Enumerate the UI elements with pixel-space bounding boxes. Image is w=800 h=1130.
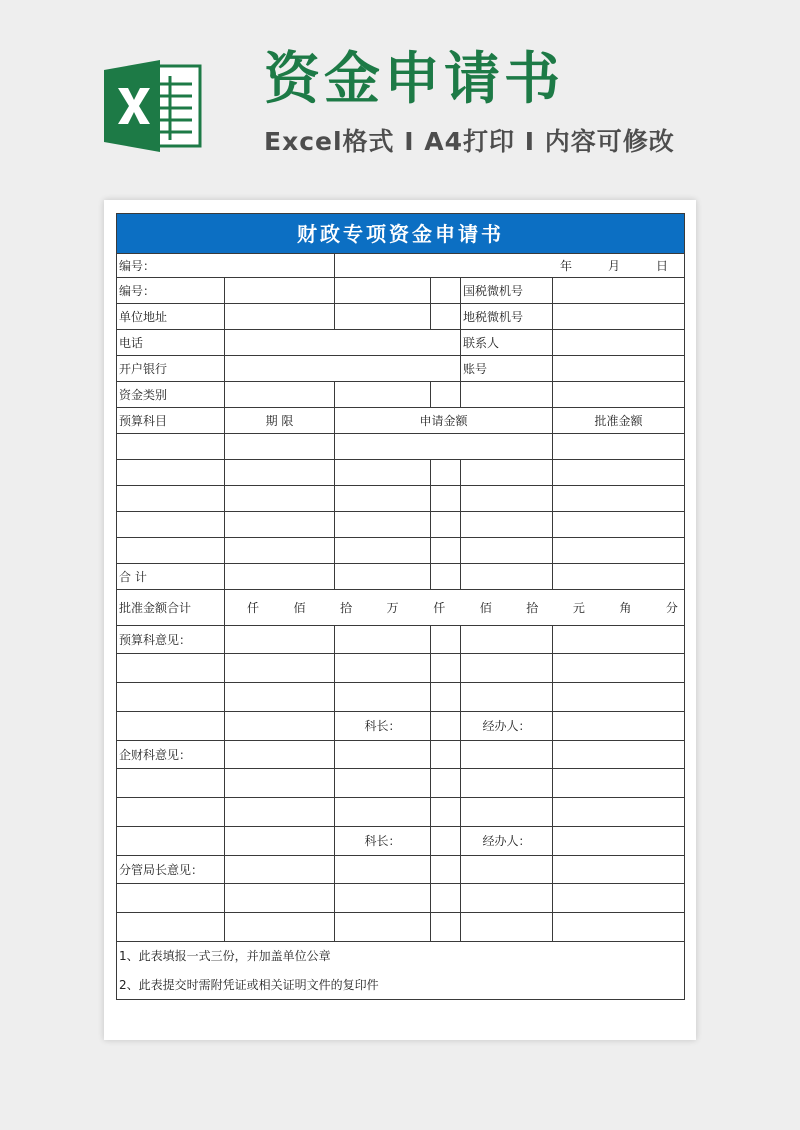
input-cell[interactable] xyxy=(335,654,431,683)
input-cell[interactable] xyxy=(461,884,553,913)
date-cell[interactable] xyxy=(335,254,685,278)
input-cell[interactable] xyxy=(225,913,335,942)
amount-units-cell[interactable] xyxy=(225,590,685,626)
input-cell[interactable] xyxy=(431,769,461,798)
input-cell[interactable] xyxy=(431,460,461,486)
input-cell[interactable] xyxy=(431,382,461,408)
unit-label: 佰 xyxy=(479,600,492,615)
input-cell[interactable] xyxy=(335,278,431,304)
input-cell[interactable] xyxy=(431,827,461,856)
input-cell[interactable] xyxy=(225,856,335,884)
input-cell[interactable] xyxy=(461,913,553,942)
input-cell[interactable] xyxy=(335,304,431,330)
input-cell[interactable] xyxy=(335,741,431,769)
input-cell[interactable] xyxy=(431,486,461,512)
day-label: 日 xyxy=(656,258,669,273)
unit-label: 仟 xyxy=(433,600,446,615)
input-cell[interactable] xyxy=(117,712,225,741)
input-cell[interactable] xyxy=(225,278,335,304)
approved-total-label: 批准金额合计 xyxy=(117,590,225,626)
input-cell[interactable] xyxy=(461,512,553,538)
input-cell[interactable] xyxy=(225,304,335,330)
info-label: 编号： xyxy=(117,278,225,304)
input-cell[interactable] xyxy=(117,486,225,512)
month-label: 月 xyxy=(608,258,621,273)
form-sheet xyxy=(104,200,696,1040)
info-label: 资金类别 xyxy=(117,382,225,408)
unit-label: 仟 xyxy=(247,600,260,615)
input-cell[interactable] xyxy=(553,827,685,856)
form-banner: 财政专项资金申请书 xyxy=(117,214,685,254)
input-cell[interactable] xyxy=(431,683,461,712)
info-label: 电话 xyxy=(117,330,225,356)
input-cell[interactable] xyxy=(117,884,225,913)
note-line: 1、此表填报一式三份，并加盖单位公章 xyxy=(117,942,685,971)
approved-amount-header: 批准金额 xyxy=(553,408,685,434)
unit-label: 佰 xyxy=(293,600,306,615)
input-cell[interactable] xyxy=(225,382,335,408)
input-cell[interactable] xyxy=(225,712,335,741)
input-cell[interactable] xyxy=(117,769,225,798)
input-cell[interactable] xyxy=(431,856,461,884)
input-cell[interactable] xyxy=(553,884,685,913)
year-label: 年 xyxy=(559,258,572,273)
input-cell[interactable] xyxy=(225,769,335,798)
info-label: 开户银行 xyxy=(117,356,225,382)
chief-label: 科长： xyxy=(335,827,431,856)
input-cell[interactable] xyxy=(117,538,225,564)
input-cell[interactable] xyxy=(117,913,225,942)
input-cell[interactable] xyxy=(553,460,685,486)
application-form-table xyxy=(116,213,685,1000)
input-cell[interactable] xyxy=(431,304,461,330)
handler-label: 经办人： xyxy=(461,712,553,741)
total-label: 合 计 xyxy=(117,564,225,590)
input-cell[interactable] xyxy=(461,486,553,512)
input-cell[interactable] xyxy=(553,278,685,304)
input-cell[interactable] xyxy=(461,798,553,827)
page-subtitle: Excel格式 I A4打印 I 内容可修改 xyxy=(264,127,675,156)
form-number-label: 编号： xyxy=(117,254,335,278)
section-title: 分管局长意见： xyxy=(117,856,225,884)
input-cell[interactable] xyxy=(225,884,335,913)
input-cell[interactable] xyxy=(461,564,553,590)
input-cell[interactable] xyxy=(431,798,461,827)
input-cell[interactable] xyxy=(431,626,461,654)
input-cell[interactable] xyxy=(117,434,225,460)
input-cell[interactable] xyxy=(225,486,335,512)
input-cell[interactable] xyxy=(553,330,685,356)
input-cell[interactable] xyxy=(225,798,335,827)
input-cell[interactable] xyxy=(335,769,431,798)
input-cell[interactable] xyxy=(431,741,461,769)
info-label: 地税微机号 xyxy=(461,304,553,330)
input-cell[interactable] xyxy=(225,626,335,654)
input-cell[interactable] xyxy=(225,330,461,356)
input-cell[interactable] xyxy=(225,683,335,712)
unit-label: 万 xyxy=(386,600,399,615)
input-cell[interactable] xyxy=(553,769,685,798)
input-cell[interactable] xyxy=(117,654,225,683)
input-cell[interactable] xyxy=(335,460,431,486)
input-cell[interactable] xyxy=(553,382,685,408)
input-cell[interactable] xyxy=(553,538,685,564)
excel-logo-icon xyxy=(104,60,202,152)
input-cell[interactable] xyxy=(225,538,335,564)
input-cell[interactable] xyxy=(431,884,461,913)
input-cell[interactable] xyxy=(335,626,431,654)
handler-label: 经办人： xyxy=(461,827,553,856)
input-cell[interactable] xyxy=(225,741,335,769)
unit-label: 拾 xyxy=(526,600,539,615)
input-cell[interactable] xyxy=(553,913,685,942)
unit-label: 角 xyxy=(619,600,632,615)
unit-label: 拾 xyxy=(340,600,353,615)
input-cell[interactable] xyxy=(553,434,685,460)
input-cell[interactable] xyxy=(117,827,225,856)
input-cell[interactable] xyxy=(117,798,225,827)
input-cell[interactable] xyxy=(553,741,685,769)
input-cell[interactable] xyxy=(553,304,685,330)
period-header: 期 限 xyxy=(225,408,335,434)
input-cell[interactable] xyxy=(335,683,431,712)
input-cell[interactable] xyxy=(461,769,553,798)
input-cell[interactable] xyxy=(553,856,685,884)
input-cell[interactable] xyxy=(335,512,431,538)
input-cell[interactable] xyxy=(335,798,431,827)
input-cell[interactable] xyxy=(461,683,553,712)
info-label: 联系人 xyxy=(461,330,553,356)
info-label: 账号 xyxy=(461,356,553,382)
input-cell[interactable] xyxy=(461,654,553,683)
input-cell[interactable] xyxy=(225,356,461,382)
input-cell[interactable] xyxy=(461,460,553,486)
input-cell[interactable] xyxy=(335,382,431,408)
input-cell[interactable] xyxy=(553,683,685,712)
page-title: 资金申请书 xyxy=(264,47,564,112)
input-cell[interactable] xyxy=(117,683,225,712)
input-cell[interactable] xyxy=(431,913,461,942)
input-cell[interactable] xyxy=(335,913,431,942)
section-title: 企财科意见： xyxy=(117,741,225,769)
input-cell[interactable] xyxy=(431,278,461,304)
input-cell[interactable] xyxy=(335,538,431,564)
chief-label: 科长： xyxy=(335,712,431,741)
info-label xyxy=(461,382,553,408)
input-cell[interactable] xyxy=(335,486,431,512)
input-cell[interactable] xyxy=(553,626,685,654)
input-cell[interactable] xyxy=(461,741,553,769)
input-cell[interactable] xyxy=(335,434,553,460)
input-cell[interactable] xyxy=(553,798,685,827)
input-cell[interactable] xyxy=(553,654,685,683)
input-cell[interactable] xyxy=(225,654,335,683)
input-cell[interactable] xyxy=(117,512,225,538)
input-cell[interactable] xyxy=(431,512,461,538)
input-cell[interactable] xyxy=(335,884,431,913)
input-cell[interactable] xyxy=(553,486,685,512)
unit-label: 分 xyxy=(665,600,678,615)
input-cell[interactable] xyxy=(553,712,685,741)
input-cell[interactable] xyxy=(431,538,461,564)
applied-amount-header: 申请金额 xyxy=(335,408,553,434)
input-cell[interactable] xyxy=(117,460,225,486)
input-cell[interactable] xyxy=(225,564,335,590)
input-cell[interactable] xyxy=(553,356,685,382)
input-cell[interactable] xyxy=(335,856,431,884)
note-line: 2、此表提交时需附凭证或相关证明文件的复印件 xyxy=(117,971,685,1000)
input-cell[interactable] xyxy=(461,538,553,564)
input-cell[interactable] xyxy=(553,512,685,538)
input-cell[interactable] xyxy=(431,712,461,741)
input-cell[interactable] xyxy=(225,434,335,460)
input-cell[interactable] xyxy=(431,564,461,590)
unit-label: 元 xyxy=(572,600,585,615)
subject-header: 预算科目 xyxy=(117,408,225,434)
input-cell[interactable] xyxy=(225,827,335,856)
input-cell[interactable] xyxy=(225,512,335,538)
input-cell[interactable] xyxy=(553,564,685,590)
input-cell[interactable] xyxy=(461,626,553,654)
input-cell[interactable] xyxy=(431,654,461,683)
input-cell[interactable] xyxy=(335,564,431,590)
info-label: 国税微机号 xyxy=(461,278,553,304)
section-title: 预算科意见： xyxy=(117,626,225,654)
input-cell[interactable] xyxy=(225,460,335,486)
input-cell[interactable] xyxy=(461,856,553,884)
info-label: 单位地址 xyxy=(117,304,225,330)
